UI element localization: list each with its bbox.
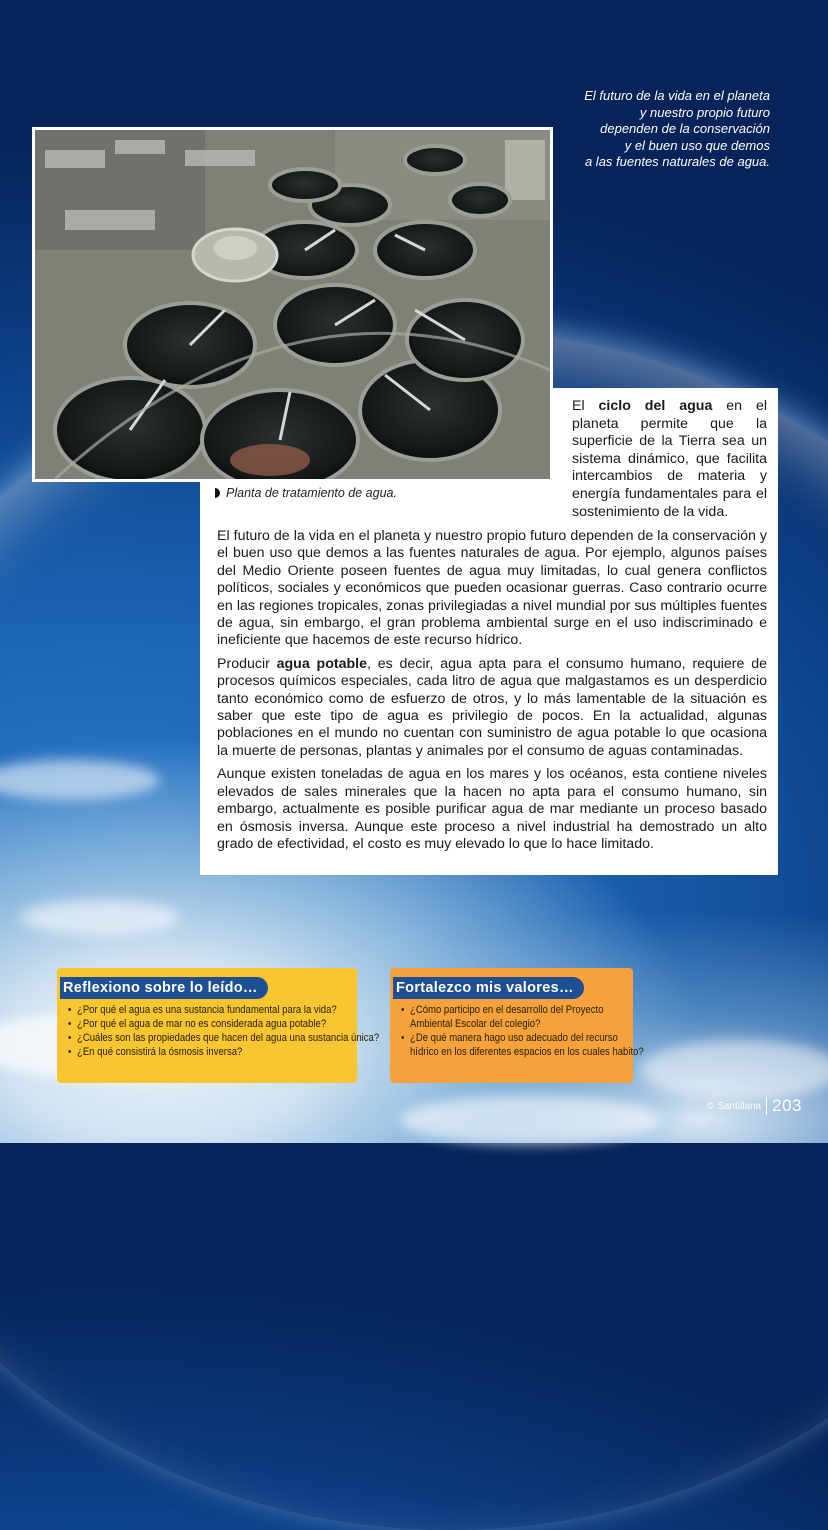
- page-footer: [707, 1096, 802, 1116]
- list-item-continuation: Ambiental Escolar del colegio?: [410, 1018, 541, 1030]
- cloud-decoration: [0, 760, 160, 800]
- cloud-decoration: [20, 900, 180, 935]
- cloud-decoration: [400, 1095, 660, 1145]
- quote-line: dependen de la conservación: [600, 121, 770, 136]
- publisher-credit: © Santillana: [707, 1100, 762, 1112]
- fortalezco-list: [398, 1003, 670, 1059]
- list-item: • ¿En qué consistirá la ósmosis inversa?: [77, 1045, 379, 1059]
- list-item: • ¿Cómo participo en el desarrollo del Proyecto: [410, 1003, 644, 1017]
- water-cycle-note: [572, 398, 767, 521]
- paragraph-2: [217, 656, 767, 760]
- list-item: • ¿Por qué el agua es una sustancia fundamental para la vida?: [77, 1003, 379, 1017]
- fortalezco-title: Fortalezco mis valores…: [393, 977, 584, 999]
- sidebar-prefix: El: [572, 398, 599, 414]
- list-item: • ¿Cuáles son las propiedades que hacen del agua una sustancia única?: [77, 1031, 379, 1045]
- reflexiono-box: [57, 968, 380, 1083]
- list-item: • ¿De qué manera hago uso adecuado del recurso: [410, 1031, 644, 1045]
- main-article: [217, 528, 767, 859]
- photo-caption-text: Planta de tratamiento de agua.: [226, 486, 397, 500]
- page-number: 203: [772, 1096, 802, 1115]
- paragraph-3: Aunque existen toneladas de agua en los mares y los océanos, esta contiene niveles elevados de sales minerales que la hacen no apta para el consumo humano, sin embargo, actualmente es posible purificar agua de mar mediante un proceso basado en ósmosis inversa. Aunque este proceso a nivel industrial ha demostrado un alto grado de efectividad, el costo es muy elevado lo que lo hace limitado.: [217, 766, 767, 852]
- reflexiono-title: Reflexiono sobre lo leído…: [60, 977, 268, 999]
- paragraph-2-keyword: agua potable: [276, 655, 367, 672]
- quote-line: y nuestro propio futuro: [639, 104, 770, 120]
- reflexiono-list: [65, 1003, 413, 1059]
- list-item-continuation: hídrico en los diferentes espacios en los cuales habito?: [410, 1046, 644, 1058]
- paragraph-1: El futuro de la vida en el planeta y nuestro propio futuro dependen de la conservación y el buen uso que demos a las fuentes naturales de agua. Por ejemplo, algunos países del Medio Oriente poseen fuentes de agua muy limitadas, lo cual genera conflictos políticos, sociales y económicos que pueden ocasionar guerras. Caso contrario ocurre en las regiones tropicales, zonas privilegiadas a nivel mundial por sus múltiples fuentes de agua, sin embargo, el gran problema ambiental surge en el uso indiscriminado e ineficiente que hacemos de este recurso hídrico.: [217, 528, 767, 649]
- caption-marker-icon: [215, 488, 220, 498]
- footer-divider: [766, 1097, 767, 1115]
- water-treatment-plant-photo: [32, 127, 553, 482]
- paragraph-2-body: , es decir, agua apta para el consumo humano, requiere de procesos químicos especiales, cada litro de agua que malgastamos es un desperdicio tanto económico como de esfuerzo de otros, y lo más lamentable de la situación es saber que este tipo de agua es privilegio de pocos. En la actualidad, algunas poblaciones en el mundo no cuentan con suministro de agua potable lo que ocasiona la muerte de personas, plantas y animales por el consumo de aguas contaminadas.: [217, 655, 767, 759]
- sidebar-keyword: ciclo del agua: [598, 398, 713, 414]
- quote-line: y el buen uso que demos: [624, 137, 770, 153]
- treatment-plant-illustration: [35, 130, 550, 479]
- list-item: • ¿Por qué el agua de mar no es considerada agua potable?: [77, 1017, 379, 1031]
- fortalezco-box: [390, 968, 644, 1083]
- quote-line: El futuro de la vida en el planeta: [584, 88, 770, 103]
- quote-line: a las fuentes naturales de agua.: [584, 154, 770, 169]
- paragraph-2-prefix: Producir: [217, 655, 277, 672]
- sidebar-body: en el planeta permite que la superficie de la Tierra sea un sistema dinámico, que facilita intercambios de materia y energía fundamentales para el sostenimiento de la vida.: [572, 398, 768, 520]
- photo-caption: [215, 486, 397, 500]
